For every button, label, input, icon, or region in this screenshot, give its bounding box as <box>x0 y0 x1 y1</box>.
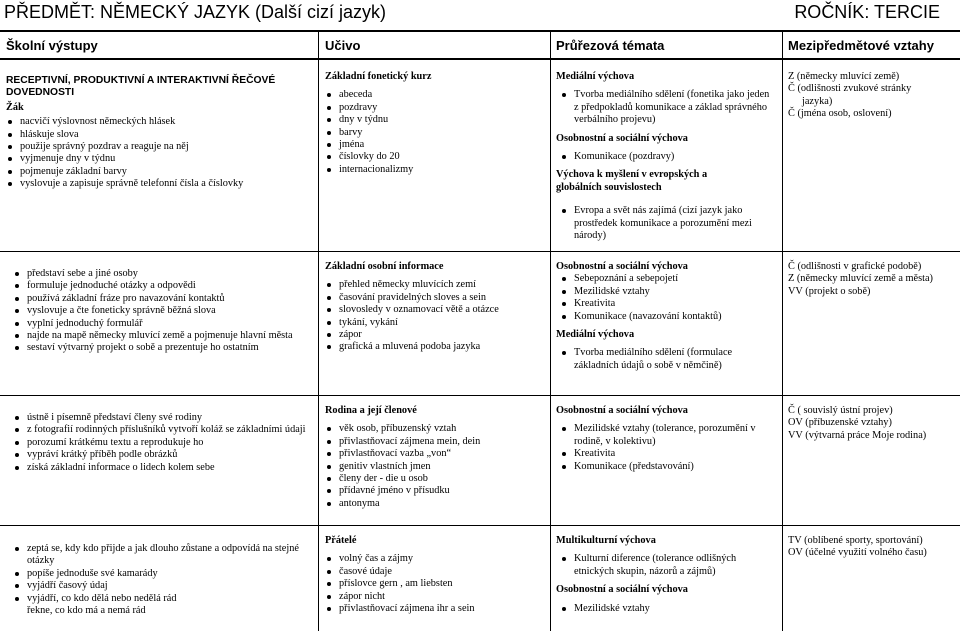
list-item: genitiv vlastních jmen <box>339 461 545 473</box>
list-item: Mezilidské vztahy <box>574 286 771 298</box>
list-item: časové údaje <box>339 566 545 578</box>
topic-heading: Výchova k myšlení v evropských a globálních souvislostech <box>556 169 708 193</box>
list-item: Komunikace (představování) <box>574 461 771 473</box>
row1-curriculum <box>325 71 545 176</box>
relation-text: Č (jména osob, oslovení) <box>788 108 892 120</box>
page-title-row <box>0 0 960 30</box>
list-item: vyjádří, co kdo dělá nebo nedělá rád <box>27 593 309 605</box>
list-item: Komunikace (pozdravy) <box>574 151 771 163</box>
list-item: Kreativita <box>574 298 771 310</box>
column-divider <box>318 30 319 631</box>
row-divider <box>0 525 960 526</box>
topic-heading: Mediální výchova <box>556 71 635 82</box>
list-item: grafická a mluvená podoba jazyka <box>339 341 545 353</box>
topic-heading: Osobnostní a sociální výchova <box>556 261 688 272</box>
list-item: zápor <box>339 329 545 341</box>
row2-curriculum <box>325 261 545 354</box>
curriculum-heading: Rodina a její členové <box>325 405 417 416</box>
table-header <box>0 30 960 60</box>
list-item: z fotografií rodinných příslušníků vytvoří koláž se základními údaji <box>27 424 309 436</box>
row1-cross-topics <box>556 71 771 242</box>
list-item-tail: řekne, co kdo má a nemá rád <box>27 605 146 617</box>
list-item: Kulturní diference (tolerance odlišných etnických skupin, názorů a zájmů) <box>574 553 771 578</box>
list-item: používá základní fráze pro navazování kontaktů <box>27 293 303 305</box>
topic-heading: Osobnostní a sociální výchova <box>556 132 688 144</box>
relation-text: TV (oblíbené sporty, sportování) <box>788 535 923 546</box>
list-item: představí sebe a jiné osoby <box>27 268 303 280</box>
list-item: sestaví výtvarný projekt o sobě a prezentuje ho ostatním <box>27 342 303 354</box>
list-item: Evropa a svět nás zajímá (cizí jazyk jako prostředek komunikace a porozumění mezi národy) <box>574 205 771 242</box>
pupil-label: Žák <box>6 101 24 113</box>
list-item: Tvorba mediálního sdělení (fonetika jako jeden z předpokladů komunikace a základ správného verbálního projevu) <box>574 89 770 126</box>
list-item: popíše jednoduše své kamarády <box>27 568 309 580</box>
relation-text: jazyka) <box>802 95 833 107</box>
relation-text: Z (německy mluvící země a města) <box>788 273 933 285</box>
row3-cross-topics <box>556 405 771 473</box>
list-item: časování pravidelných sloves a sein <box>339 292 545 304</box>
list-item: ústně i písemně představí členy své rodiny <box>27 412 309 424</box>
header-relations: Mezipředmětové vztahy <box>788 38 934 53</box>
list-item: vypráví krátký příběh podle obrázků <box>27 449 309 461</box>
relation-text: OV (příbuzenské vztahy) <box>788 417 892 429</box>
header-cross-topics: Průřezová témata <box>556 38 665 53</box>
list-item: členy der - die u osob <box>339 473 545 485</box>
list-item: porozumí krátkému textu a reprodukuje ho <box>27 437 309 449</box>
column-divider <box>782 30 783 631</box>
row3-curriculum <box>325 405 545 510</box>
list-item: antonyma <box>339 498 545 510</box>
topic-heading: Mediální výchova <box>556 329 635 341</box>
list-item: vyjmenuje dny v týdnu <box>20 153 306 165</box>
list-item: volný čas a zájmy <box>339 553 545 565</box>
row1-relations <box>788 71 958 121</box>
list-item: internacionalizmy <box>339 164 545 176</box>
list-item: hláskuje slova <box>20 129 306 141</box>
list-item: dny v týdnu <box>339 114 545 126</box>
curriculum-heading: Základní osobní informace <box>325 261 444 272</box>
list-item: věk osob, příbuzenský vztah <box>339 423 545 435</box>
row1-outputs <box>6 75 306 191</box>
relation-text: VV (výtvarná práce Moje rodina) <box>788 429 927 441</box>
list-item: příslovce gern , am liebsten <box>339 578 545 590</box>
list-item: přivlastňovací zájmena mein, dein <box>339 436 545 448</box>
list-item: vyslovuje a čte foneticky správně běžná slova <box>27 305 303 317</box>
grade-title: ROČNÍK: TERCIE <box>794 2 940 22</box>
list-item: vyplní jednoduchý formulář <box>27 318 303 330</box>
topic-heading: Multikulturní výchova <box>556 535 656 546</box>
list-item: Mezilidské vztahy <box>574 603 771 615</box>
topic-heading: Osobnostní a sociální výchova <box>556 405 688 416</box>
row4-relations <box>788 535 958 560</box>
row3-relations <box>788 405 958 442</box>
curriculum-heading: Základní fonetický kurz <box>325 71 432 82</box>
row2-cross-topics <box>556 261 771 372</box>
list-item: najde na mapě německy mluvící země a pojmenuje hlavní města <box>27 330 303 342</box>
list-item: získá základní informace o lidech kolem sebe <box>27 462 309 474</box>
header-outputs: Školní výstupy <box>6 38 98 53</box>
list-item: Sebepoznání a sebepojetí <box>574 273 771 285</box>
list-item: tykání, vykání <box>339 317 545 329</box>
list-item: nacvičí výslovnost německých hlásek <box>20 116 306 128</box>
list-item: přivlastňovací vazba „von“ <box>339 448 545 460</box>
row4-outputs <box>13 543 309 617</box>
list-item: přehled německy mluvících zemí <box>339 279 545 291</box>
relation-text: Z (německy mluvící země) <box>788 71 900 82</box>
list-item: vyjádří časový údaj <box>27 580 309 592</box>
list-item: použije správný pozdrav a reaguje na něj <box>20 141 306 153</box>
list-item: abeceda <box>339 89 545 101</box>
relation-text: VV (projekt o sobě) <box>788 285 871 297</box>
relation-text: Č (odlišnosti v grafické podobě) <box>788 261 922 272</box>
row4-cross-topics <box>556 535 771 615</box>
list-item: barvy <box>339 127 545 139</box>
row2-outputs <box>13 268 303 355</box>
list-item: formuluje jednoduché otázky a odpovědi <box>27 280 303 292</box>
relation-text: Č (odlišnosti zvukové stránky <box>788 83 912 95</box>
list-item: přivlastňovací zájmena ihr a sein <box>339 603 545 615</box>
column-divider <box>550 30 551 631</box>
topic-heading: Osobnostní a sociální výchova <box>556 584 688 596</box>
relation-text: Č ( souvislý ústní projev) <box>788 405 893 416</box>
row2-relations <box>788 261 958 298</box>
row3-outputs <box>13 412 309 474</box>
row-divider <box>0 251 960 252</box>
header-curriculum: Učivo <box>325 38 361 53</box>
list-item: Mezilidské vztahy (tolerance, porozumění v rodině, v kolektivu) <box>574 423 771 448</box>
list-item: vyslovuje a zapisuje správně telefonní čísla a číslovky <box>20 178 306 190</box>
list-item: zápor nicht <box>339 591 545 603</box>
list-item: pozdravy <box>339 102 545 114</box>
list-item: pojmenuje základní barvy <box>20 166 306 178</box>
list-item: jména <box>339 139 545 151</box>
list-item: zeptá se, kdy kdo přijde a jak dlouho zůstane a odpovídá na stejné otázky <box>27 543 309 568</box>
row-divider <box>0 395 960 396</box>
subject-title: PŘEDMĚT: NĚMECKÝ JAZYK (Další cizí jazyk) <box>4 2 387 22</box>
row4-curriculum <box>325 535 545 615</box>
skills-heading: RECEPTIVNÍ, PRODUKTIVNÍ A INTERAKTIVNÍ ŘEČOVÉ DOVEDNOSTI <box>6 75 276 99</box>
list-item: Komunikace (navazování kontaktů) <box>574 311 771 323</box>
list-item: přídavné jméno v přísudku <box>339 485 545 497</box>
list-item: Tvorba mediálního sdělení (formulace základních údajů o sobě v němčině) <box>574 347 771 372</box>
list-item: Kreativita <box>574 448 771 460</box>
curriculum-heading: Přátelé <box>325 535 357 546</box>
relation-text: OV (účelné využití volného času) <box>788 547 927 559</box>
list-item: slovosledy v oznamovací větě a otázce <box>339 304 545 316</box>
list-item: číslovky do 20 <box>339 151 545 163</box>
